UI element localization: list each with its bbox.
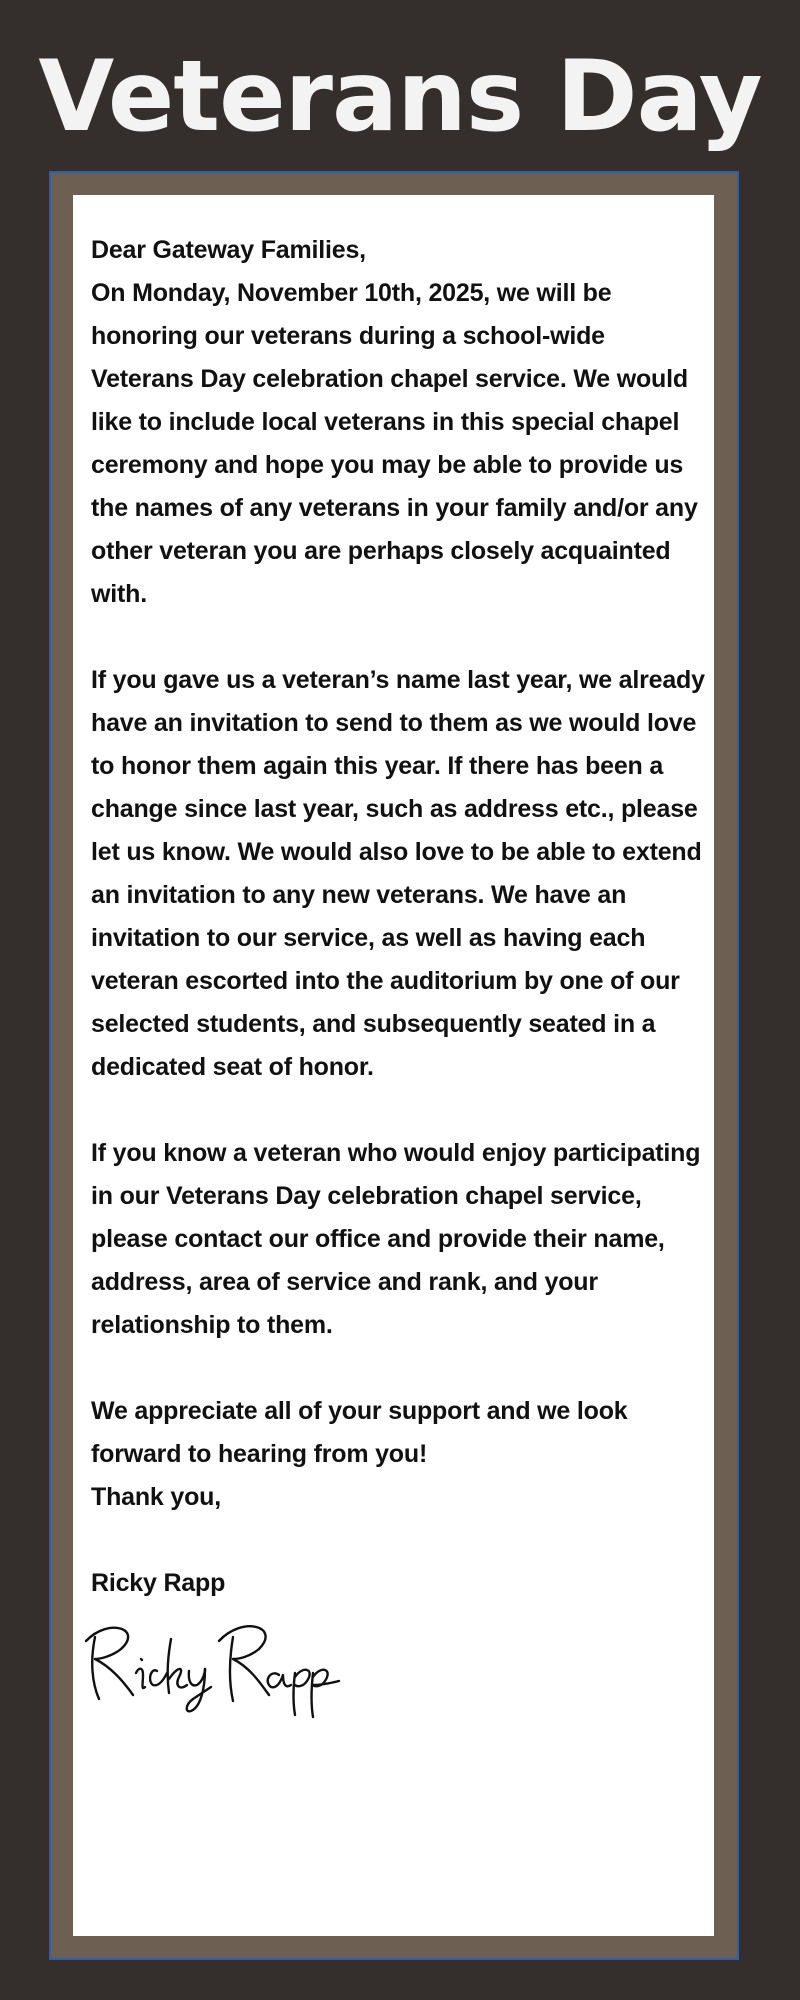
letter-signer-name: Ricky Rapp [91,1569,226,1597]
letter-paragraph-1: On Monday, November 10th, 2025, we will be honoring our veterans during a school-wide Veterans Day celebration chapel service. We would like to include local veterans in this special chapel ceremony and hope you may be able to provide us the names of any veterans in your family and/or any other veteran you are perhaps closely acquainted with. [91,279,698,608]
paragraph-spacer [91,1347,713,1390]
letter-paper [73,195,714,1936]
letter-paragraph-3: If you know a veteran who would enjoy participating in our Veterans Day celebration chapel service, please contact our office and provide their name, address, area of service and rank, and your relationship to them. [91,1139,701,1339]
handwritten-signature [81,1611,341,1721]
letter-greeting: Dear Gateway Families, [91,236,366,264]
paragraph-spacer [91,616,713,659]
paragraph-spacer [91,1519,713,1562]
paragraph-spacer [91,1089,713,1132]
letter-paragraph-2: If you gave us a veteran’s name last year, we already have an invitation to send to them as we would love to honor them again this year. If there has been a change since last year, such as address etc., please let us know. We would also love to be able to extend an invitation to any new veterans. We have an invitation to our service, as well as having each veteran escorted into the auditorium by one of our selected students, and subsequently seated in a dedicated seat of honor. [91,666,705,1081]
page-title: Veterans Day [38,40,762,154]
letter-closing: Thank you, [91,1483,221,1511]
letter-body [91,229,713,1605]
letter-paragraph-4: We appreciate all of your support and we look forward to hearing from you! [91,1397,628,1468]
letter-frame [49,171,739,1960]
